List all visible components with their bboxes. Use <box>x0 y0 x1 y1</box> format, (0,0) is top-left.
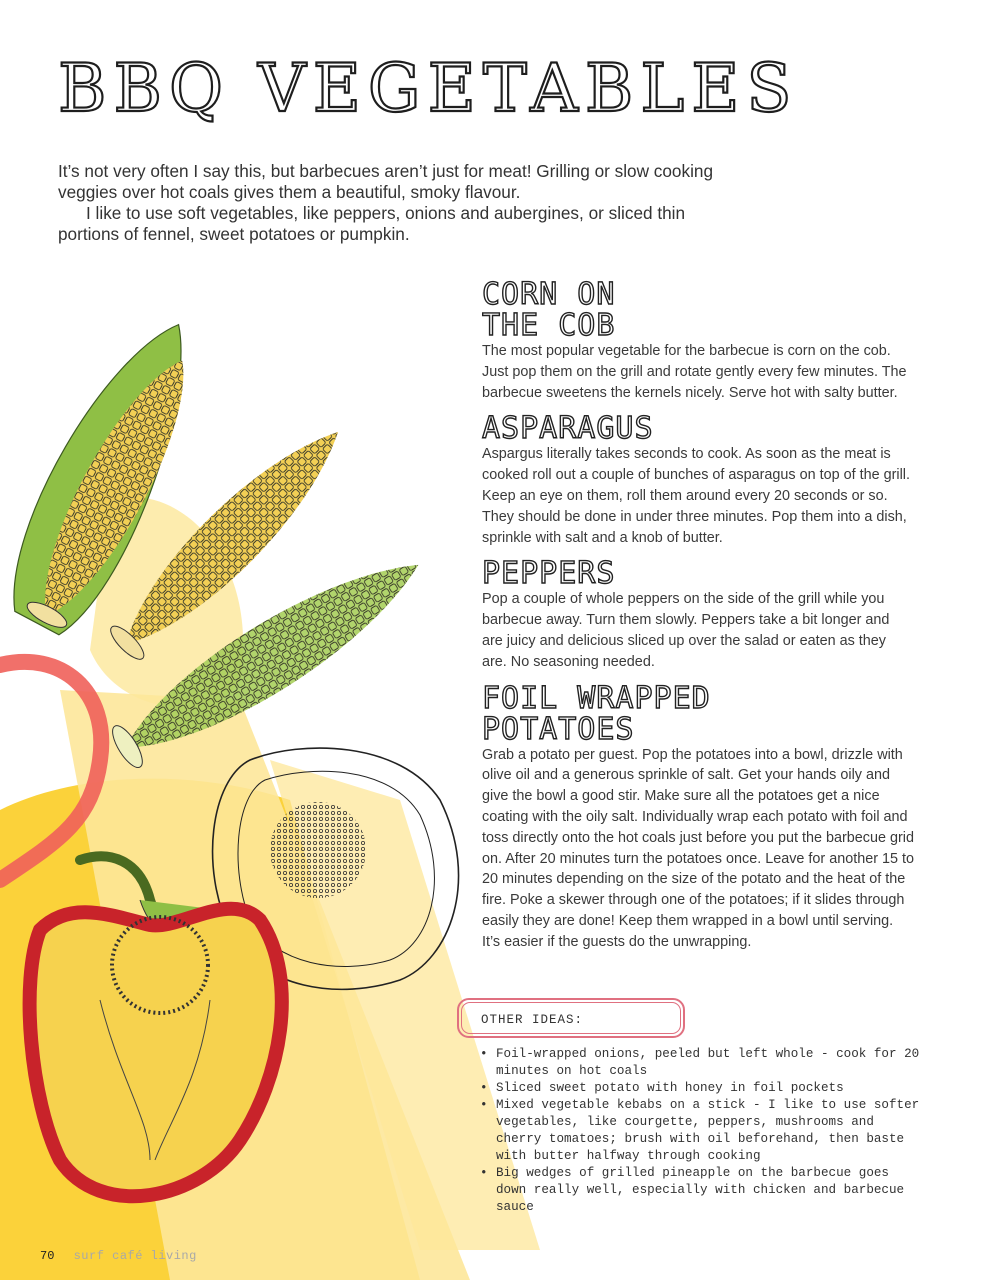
section-body: Grab a potato per guest. Pop the potatoes into a bowl, drizzle with olive oil and a generous sprinkle of salt. Get your hands oily and give the bowl a good stir. Make sure all the potatoes get a nice coating with the oily salt. Individually wrap each potato with foil and toss directly onto the hot coals just before you put the barbecue grid on. After 20 minutes turn the potatoes once. Leave for another 15 to 20 minutes depending on the size of the potato and the heat of the fire. Poke a skewer through one of the potatoes; if it slides through easily they are done! Keep them wrapped in a bowl until serving. It’s easier if the guests do the unwrapping. <box>482 746 915 950</box>
heading-line: THE COB <box>482 308 616 343</box>
page-number: 70 <box>40 1249 55 1263</box>
heading-line: FOIL WRAPPED <box>482 680 711 716</box>
intro <box>58 161 738 245</box>
heading-line: CORN ON <box>482 277 616 312</box>
section-body: The most popular vegetable for the barbecue is corn on the cob. Just pop them on the grill and rotate gently every few minutes. The barbecue sweetens the kernels nicely. Serve hot with salty butter. <box>482 343 907 401</box>
recipe-section <box>482 680 915 953</box>
list-item: • Mixed vegetable kebabs on a stick - I like to use softer vegetables, like courgette, peppers, mushrooms and cherry tomatoes; brush with oil beforehand, then baste with butter halfway through cooking <box>480 1097 920 1165</box>
section-body: Pop a couple of whole peppers on the side of the grill while you barbecue away. Turn them slowly. Peppers take a bit longer and are juicy and delicious sliced up over the salad or eaten as they are. No seasoning needed. <box>482 591 890 670</box>
intro-paragraph: I like to use soft vegetables, like peppers, onions and aubergines, or sliced thin portions of fennel, sweet potatoes or pumpkin. <box>58 203 686 244</box>
other-ideas-title: OTHER IDEAS: <box>481 1013 584 1027</box>
section-heading <box>482 680 914 747</box>
other-ideas-list <box>480 1046 920 1216</box>
recipe-section <box>482 558 914 672</box>
recipe-section <box>482 413 914 548</box>
list-item: • Sliced sweet potato with honey in foil pockets <box>480 1080 920 1097</box>
section-body: Aspargus literally takes seconds to cook. As soon as the meat is cooked roll out a couple of bunches of asparagus on top of the grill. Keep an eye on them, roll them around every 20 seconds or so. They should be done in under three minutes. Pop them into a dish, sprinkle with salt and a knob of butter. <box>482 446 911 546</box>
page-footer <box>40 1249 197 1263</box>
heading-line: POTATOES <box>482 711 635 747</box>
recipe-section <box>482 279 914 403</box>
section-heading: ASPARAGUS <box>482 411 654 447</box>
recipe-column <box>482 279 914 963</box>
list-item: • Big wedges of grilled pineapple on the barbecue goes down really well, especially with chicken and barbecue sauce <box>480 1165 920 1216</box>
section-heading: PEPPERS <box>482 556 616 592</box>
publication-name: surf café living <box>73 1249 197 1263</box>
intro-paragraph: It’s not very often I say this, but barbecues aren’t just for meat! Grilling or slow cooking veggies over hot coals gives them a beautiful, smoky flavour. <box>58 161 714 202</box>
list-item: • Foil-wrapped onions, peeled but left whole - cook for 20 minutes on hot coals <box>480 1046 920 1080</box>
red-pepper <box>30 856 282 1196</box>
page-title: BBQ VEGETABLES <box>58 50 799 127</box>
section-heading <box>482 279 914 341</box>
